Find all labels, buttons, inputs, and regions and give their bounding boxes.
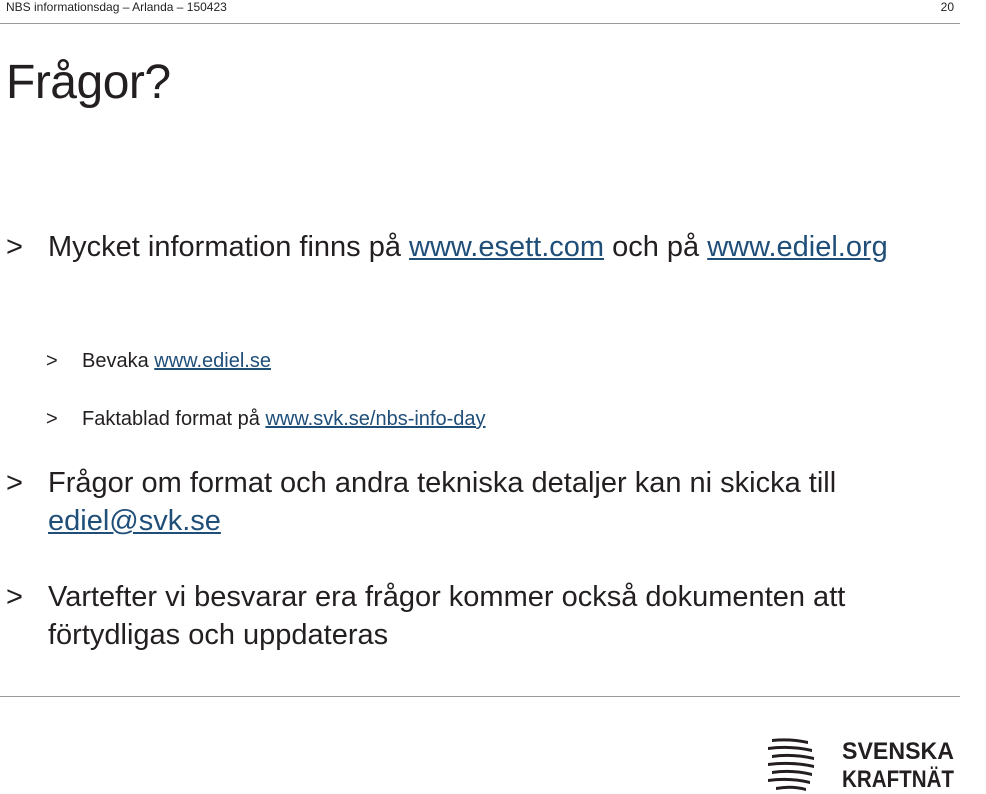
top-divider [0,23,960,24]
sub-bullet-faktablad [46,406,986,432]
logo-wave-icon [768,738,814,791]
slide-title: Frågor? [6,56,171,109]
bullet-questions [6,464,946,540]
bottom-divider [0,696,960,697]
bullet-marker: > [6,231,23,263]
sub-bullet-bevaka [46,348,986,374]
bullet-text-middle: och på [604,231,708,263]
logo-line-2: KRAFTNÄT [842,766,955,793]
header-left-text: NBS informationsdag – Arlanda – 150423 [6,0,227,14]
sub-bullet-marker: > [46,408,58,430]
sub-bullet-text [46,348,986,374]
ediel-org-link[interactable]: www.ediel.org [707,231,888,263]
bullet-text-before: Frågor om format och andra tekniska detaljer kan ni skicka till [48,467,837,499]
ediel-se-link[interactable]: www.ediel.se [154,350,271,372]
bullet-marker: > [6,467,23,499]
sub-bullet-text-before: Bevaka [82,350,155,372]
bullet-text [6,464,946,540]
svk-nbs-info-link[interactable]: www.svk.se/nbs-info-day [265,408,486,430]
bullet-marker: > [6,581,23,613]
sub-bullet-text [46,406,986,432]
sub-bullet-marker: > [46,350,58,372]
sub-bullet-text-before: Faktablad format på [82,408,266,430]
bullet-information [6,228,946,266]
esett-link[interactable]: www.esett.com [409,231,605,263]
logo-line-1: SVENSKA [842,738,954,765]
bullet-text-before: Mycket information finns på [48,231,410,263]
bullet-text: Vartefter vi besvarar era frågor kommer också dokumenten att förtydligas och uppdateras [48,581,846,651]
bullet-updates [6,578,946,654]
page-number: 20 [940,0,954,14]
email-link[interactable]: ediel@svk.se [48,505,221,537]
bullet-text [6,228,946,266]
svenska-kraftnat-logo [766,735,956,791]
